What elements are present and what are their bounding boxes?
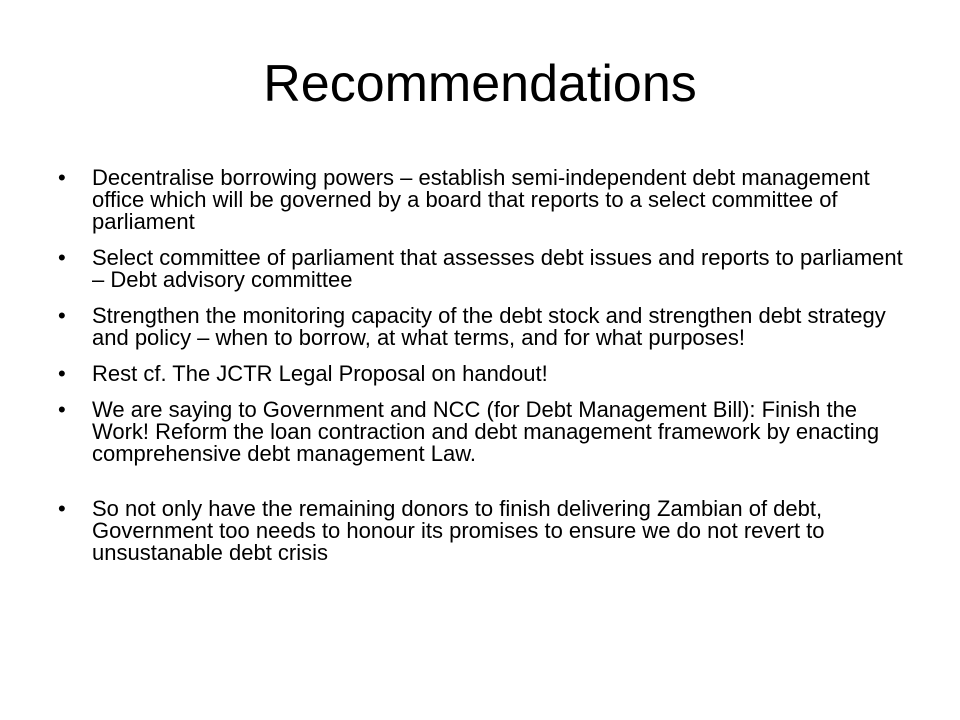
- bullet-list: [58, 167, 916, 578]
- bullet-dot-icon: •: [58, 397, 66, 422]
- bullet-text: Strengthen the monitoring capacity of the debt stock and strengthen debt strategy and policy – when to borrow, at what terms, and for what purposes!: [92, 303, 886, 350]
- slide-title: Recommendations: [263, 55, 697, 113]
- bullet-dot-icon: •: [58, 496, 66, 521]
- bullet-dot-icon: •: [58, 165, 66, 190]
- bullet-dot-icon: •: [58, 245, 66, 270]
- bullet-item-rest: [58, 363, 916, 385]
- bullet-item-strengthen: [58, 305, 916, 349]
- bullet-text: So not only have the remaining donors to finish delivering Zambian of debt, Government too needs to honour its promises to ensure we do not revert to unsustanable debt crisis: [92, 496, 825, 565]
- bullet-dot-icon: •: [58, 303, 66, 328]
- bullet-text: Rest cf. The JCTR Legal Proposal on handout!: [92, 361, 548, 386]
- bullet-item-finish-the-work: [58, 399, 916, 465]
- bullet-text: Select committee of parliament that assesses debt issues and reports to parliament – Debt advisory committee: [92, 245, 903, 292]
- bullet-text: Decentralise borrowing powers – establish semi-independent debt management office which will be governed by a board that reports to a select committee of parliament: [92, 165, 870, 234]
- bullet-text: We are saying to Government and NCC (for Debt Management Bill): Finish the Work! Reform the loan contraction and debt management framework by enacting comprehensive debt management Law.: [92, 397, 880, 466]
- bullet-dot-icon: •: [58, 361, 66, 386]
- bullet-item-decentralise: [58, 167, 916, 233]
- bullet-item-select-committee: [58, 247, 916, 291]
- bullet-item-donors: [58, 498, 916, 564]
